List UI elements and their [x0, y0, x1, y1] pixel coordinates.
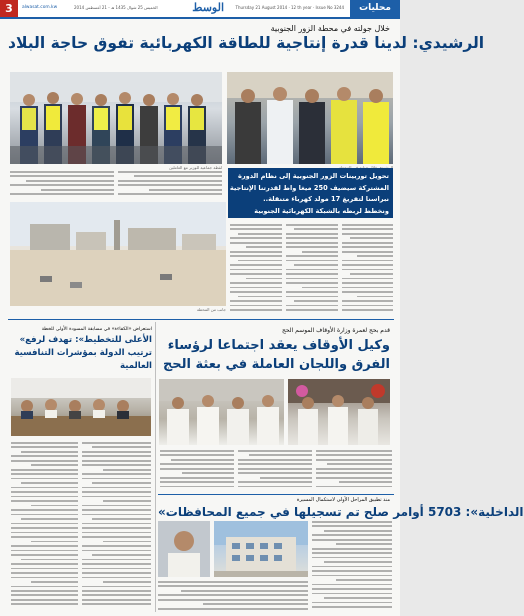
story4-kicker: منذ تطبيق المراحل الأولى لاستكمال المسيرة [296, 497, 390, 503]
story4-text-col-b [158, 581, 308, 613]
official-portrait-photo [158, 521, 210, 577]
hajj-meeting-photo-1 [288, 379, 390, 445]
column-divider [155, 322, 156, 612]
story3-text-col-a [11, 442, 78, 612]
story3-text-col-b [82, 442, 151, 612]
hajj-meeting-photo-2 [159, 379, 284, 445]
masthead [0, 0, 400, 19]
site-caption: جانب من المحطة [196, 307, 226, 312]
website: alwasat.com.kw [22, 5, 58, 10]
section-label: محليات [350, 0, 400, 17]
ministry-building-photo [214, 521, 308, 577]
story2-text-col-b [238, 450, 312, 492]
planning-illustration [11, 378, 151, 436]
story2-text-col-c [316, 450, 392, 492]
factbox-line-1: تحويل توربينات الزور الجنوبية إلى نظام الدورة [237, 172, 389, 180]
building-illustration [214, 521, 308, 577]
power-station-photo [10, 202, 226, 306]
workers-illustration [10, 72, 222, 164]
handshake-illustration [227, 72, 393, 164]
story2-headline: وكيل الأوقاف يعقد اجتماعا لرؤساء الفرق واللجان العاملة في بعثة الحج [162, 338, 390, 372]
story4-text-col-a [312, 521, 392, 613]
hajj-illustration-2 [159, 379, 284, 445]
story3-headline: «الأعلى للتخطيط»: تهدف لرفع ترتيب الدولة بمؤشرات التنافسية العالمية [14, 335, 152, 371]
planning-meeting-photo [11, 378, 151, 436]
factbox-line-2: المشتركة سيضيف 250 ميغا واط لقدرتنا الإنتاجية [229, 183, 389, 192]
story2-text-col-a [160, 450, 234, 492]
lead-factbox [228, 168, 393, 218]
lead-text-col-a [10, 171, 114, 199]
workers-caption: لقطة جماعية للوزير مع العاملين [169, 165, 222, 170]
portrait-illustration [158, 521, 210, 577]
lead-text-col-c [230, 224, 282, 314]
handshake-photo [227, 72, 393, 164]
factbox-line-4: ونخطط لربطه بالشبكة الكهربائية الجنوبية [254, 206, 389, 215]
story4-headline: «الداخلية»: 5703 أوامر صلح تم تسجيلها في جميع المحافظات [158, 505, 524, 519]
issue-info: الخميس 25 شوال 1435 هـ - 21 أغسطس 2014 [74, 5, 158, 10]
section-divider [8, 319, 394, 320]
lead-text-col-d [286, 224, 338, 314]
factbox-line-3: نبراسنا لتفريغ 17 مولد كهرباء متنقلة.. [263, 195, 389, 203]
lead-text-col-b [118, 171, 222, 199]
lead-headline: الرشيدي: لدينا قدرة إنتاجية للطاقة الكهربائية تفوق حاجة البلاد [8, 34, 485, 52]
date-line: Thursday 21 August 2014 · 12 th year · Issue No 3244 [235, 5, 344, 10]
lead-text-col-e [342, 224, 393, 314]
power-station-illustration [10, 202, 226, 306]
section-divider-2 [158, 494, 394, 495]
lead-kicker: خلال جولته في محطة الزور الجنوبية [270, 24, 390, 33]
story2-kicker: قدم بحج لعمرة وزارة الأوقاف الموسم الحج [282, 327, 390, 334]
hajj-illustration-1 [288, 379, 390, 445]
workers-photo [10, 72, 222, 164]
story3-kicker: استعراض «الكفاءة» في مسابقة المسودة الأولى للخطة [41, 327, 152, 332]
newspaper-logo: الوسط [192, 1, 224, 14]
page-number: 3 [0, 0, 18, 17]
